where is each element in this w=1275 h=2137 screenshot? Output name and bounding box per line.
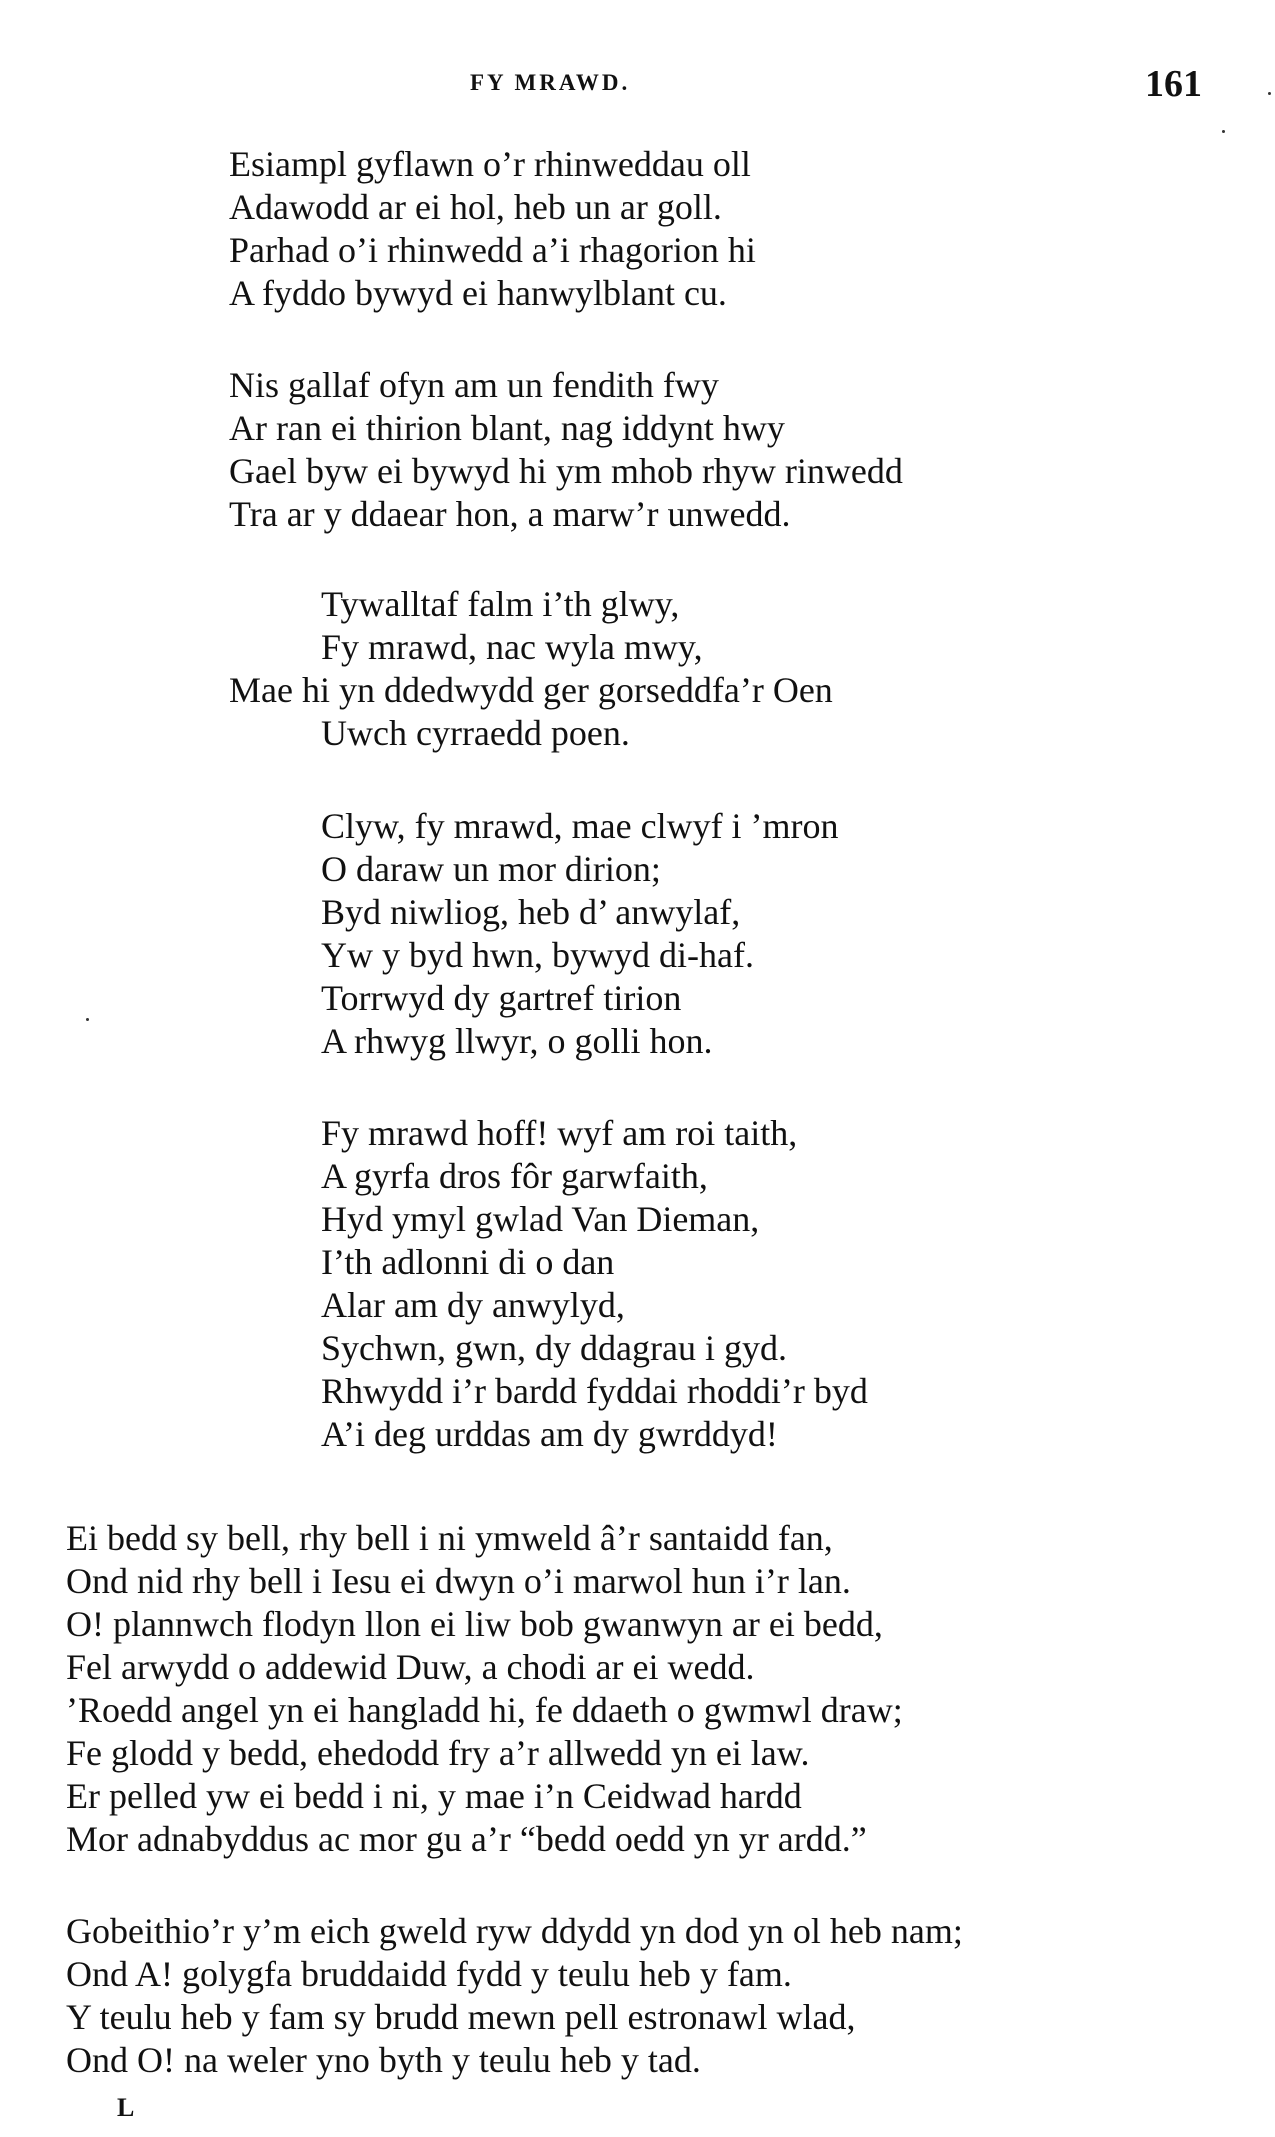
verse-line: Nis gallaf ofyn am un fendith fwy [229,365,719,405]
verse-line: A fyddo bywyd ei hanwylblant cu. [229,273,727,313]
verse-line: Tra ar y ddaear hon, a marw’r unwedd. [229,494,791,534]
verse-line: Esiampl gyflawn o’r rhinweddau oll [229,144,751,184]
verse-line: Rhwydd i’r bardd fyddai rhoddi’r byd [321,1371,868,1411]
stanza-6 [66,1517,903,1861]
verse-line: Uwch cyrraedd poen. [321,713,630,753]
stanza-2 [229,364,903,536]
signature-mark: L [117,2093,135,2122]
verse-line: Gael byw ei bywyd hi ym mhob rhyw rinwedd [229,451,903,491]
running-head [0,62,1275,105]
running-title: FY MRAWD. [470,70,631,95]
verse-line: I’th adlonni di o dan [321,1242,615,1282]
verse-line: O daraw un mor dirion; [321,849,661,889]
print-speck [1268,92,1271,95]
stanza-7 [66,1910,963,2082]
print-speck [86,1018,89,1021]
verse-line: ’Roedd angel yn ei hangladd hi, fe ddaeth o gwmwl draw; [66,1690,903,1730]
stanza-5 [321,1112,868,1456]
verse-line: Ei bedd sy bell, rhy bell i ni ymweld â’r santaidd fan, [66,1518,833,1558]
stanza-1 [229,143,756,315]
verse-line: Yw y byd hwn, bywyd di-haf. [321,935,754,975]
verse-line: Er pelled yw ei bedd i ni, y mae i’n Ceidwad hardd [66,1776,802,1816]
verse-line: Mae hi yn ddedwydd ger gorseddfa’r Oen [229,670,833,710]
verse-line: Fy mrawd hoff! wyf am roi taith, [321,1113,798,1153]
page-number: 161 [1145,63,1202,105]
verse-line: Hyd ymyl gwlad Van Dieman, [321,1199,760,1239]
verse-line: Clyw, fy mrawd, mae clwyf i ’mron [321,806,839,846]
verse-line: Ar ran ei thirion blant, nag iddynt hwy [229,408,785,448]
verse-line: O! plannwch flodyn llon ei liw bob gwanwyn ar ei bedd, [66,1604,883,1644]
verse-line: Ond nid rhy bell i Iesu ei dwyn o’i marwol hun i’r lan. [66,1561,851,1601]
print-speck [1222,130,1225,133]
verse-line: Y teulu heb y fam sy brudd mewn pell estronawl wlad, [66,1997,856,2037]
verse-line: Fy mrawd, nac wyla mwy, [321,627,703,667]
verse-line: Torrwyd dy gartref tirion [321,978,682,1018]
verse-line: Alar am dy anwylyd, [321,1285,625,1325]
verse-line: A’i deg urddas am dy gwrddyd! [321,1414,778,1454]
verse-line: A rhwyg llwyr, o golli hon. [321,1021,713,1061]
verse-line: Sychwn, gwn, dy ddagrau i gyd. [321,1328,787,1368]
verse-line: Ond A! golygfa bruddaidd fydd y teulu heb y fam. [66,1954,792,1994]
stanza-4 [321,805,839,1063]
verse-line: Parhad o’i rhinwedd a’i rhagorion hi [229,230,756,270]
verse-line: Fel arwydd o addewid Duw, a chodi ar ei wedd. [66,1647,755,1687]
verse-line: Fe glodd y bedd, ehedodd fry a’r allwedd yn ei law. [66,1733,810,1773]
verse-line: Byd niwliog, heb d’ anwylaf, [321,892,741,932]
stanza-3 [229,583,833,755]
verse-line: Ond O! na weler yno byth y teulu heb y tad. [66,2040,701,2080]
verse-line: Adawodd ar ei hol, heb un ar goll. [229,187,722,227]
verse-line: Gobeithio’r y’m eich gweld ryw ddydd yn dod yn ol heb nam; [66,1911,963,1951]
verse-line: A gyrfa dros fôr garwfaith, [321,1156,708,1196]
verse-line: Tywalltaf falm i’th glwy, [321,584,680,624]
verse-line: Mor adnabyddus ac mor gu a’r “bedd oedd yn yr ardd.” [66,1819,867,1859]
